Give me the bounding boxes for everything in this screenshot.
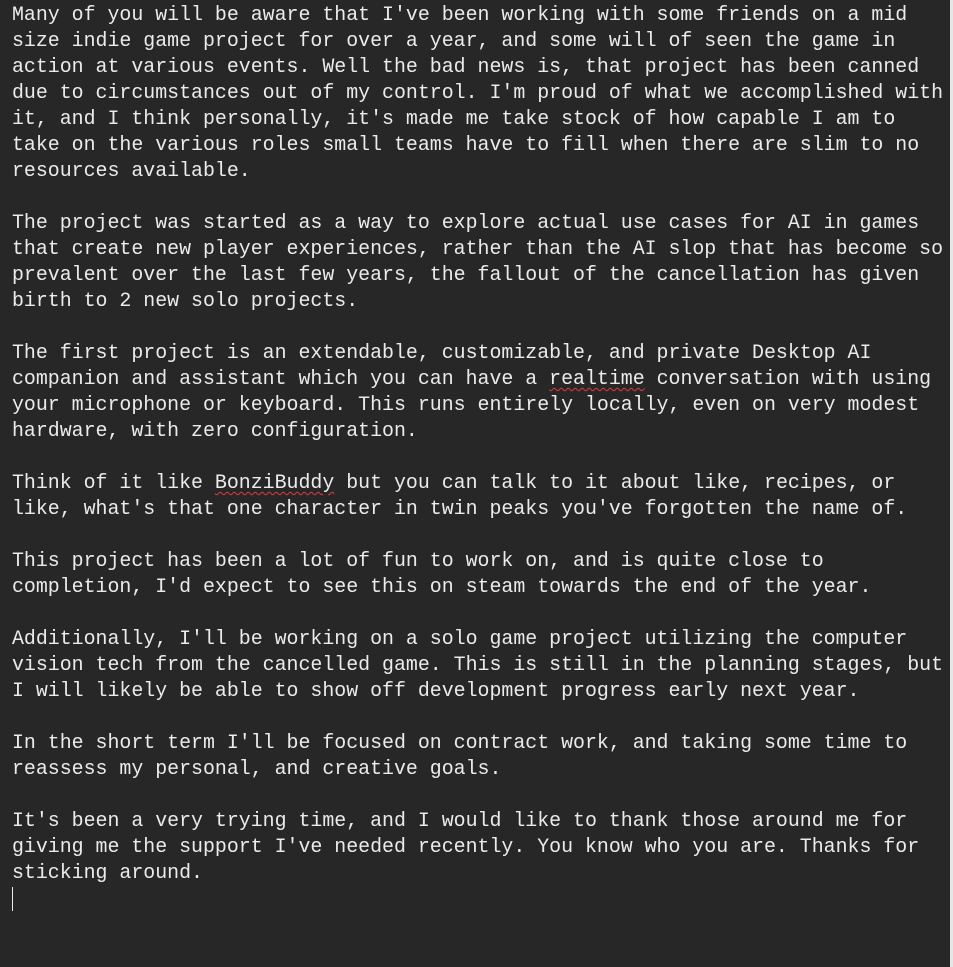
blank-line <box>12 704 950 730</box>
text-line: It's been a very trying time, and I would like to thank those around me for <box>12 809 908 832</box>
text-line: Additionally, I'll be working on a solo game project utilizing the computer <box>12 627 908 650</box>
blank-line <box>12 522 950 548</box>
text-line: The first project is an extendable, customizable, and private Desktop AI <box>12 341 872 364</box>
text-segment: companion and assistant which you can have a <box>12 367 550 390</box>
text-segment: but you can talk to it about like, recipes, or <box>334 471 896 494</box>
text-line: your microphone or keyboard. This runs entirely locally, even on very modest <box>12 393 920 416</box>
text-line: birth to 2 new solo projects. <box>12 289 359 312</box>
misspelled-word[interactable]: realtime <box>549 367 645 390</box>
text-line: giving me the support I've needed recently. You know who you are. Thanks for <box>12 835 920 858</box>
text-line: action at various events. Well the bad news is, that project has been canned <box>12 55 920 78</box>
text-line: Many of you will be aware that I've been working with some friends on a mid <box>12 3 908 26</box>
text-line: resources available. <box>12 159 251 182</box>
text-line: take on the various roles small teams have to fill when there are slim to no <box>12 133 920 156</box>
text-line: prevalent over the last few years, the fallout of the cancellation has given <box>12 263 920 286</box>
text-line: In the short term I'll be focused on contract work, and taking some time to <box>12 731 908 754</box>
document-text[interactable] <box>12 2 950 886</box>
text-line: size indie game project for over a year, and some will of seen the game in <box>12 29 896 52</box>
text-line: I will likely be able to show off development progress early next year. <box>12 679 860 702</box>
text-line: This project has been a lot of fun to work on, and is quite close to <box>12 549 824 572</box>
text-line: due to circumstances out of my control. I'm proud of what we accomplished with <box>12 81 944 104</box>
text-line: like, what's that one character in twin peaks you've forgotten the name of. <box>12 497 908 520</box>
text-line: hardware, with zero configuration. <box>12 419 418 442</box>
text-line <box>12 366 950 392</box>
text-line: reassess my personal, and creative goals. <box>12 757 502 780</box>
misspelled-word[interactable]: BonziBuddy <box>214 471 335 494</box>
blank-line <box>12 600 950 626</box>
text-line: sticking around. <box>12 861 203 884</box>
blank-line <box>12 184 950 210</box>
text-line: completion, I'd expect to see this on steam towards the end of the year. <box>12 575 872 598</box>
text-segment: Think of it like <box>12 471 215 494</box>
blank-line <box>12 782 950 808</box>
text-line: that create new player experiences, rather than the AI slop that has become so <box>12 237 944 260</box>
blank-line <box>12 444 950 470</box>
text-segment: conversation with using <box>644 367 932 390</box>
text-line: vision tech from the cancelled game. This is still in the planning stages, but <box>12 653 944 676</box>
text-line <box>12 470 950 496</box>
blank-line <box>12 314 950 340</box>
text-line: The project was started as a way to explore actual use cases for AI in games <box>12 211 920 234</box>
text-caret <box>12 887 13 911</box>
text-line: it, and I think personally, it's made me take stock of how capable I am to <box>12 107 896 130</box>
